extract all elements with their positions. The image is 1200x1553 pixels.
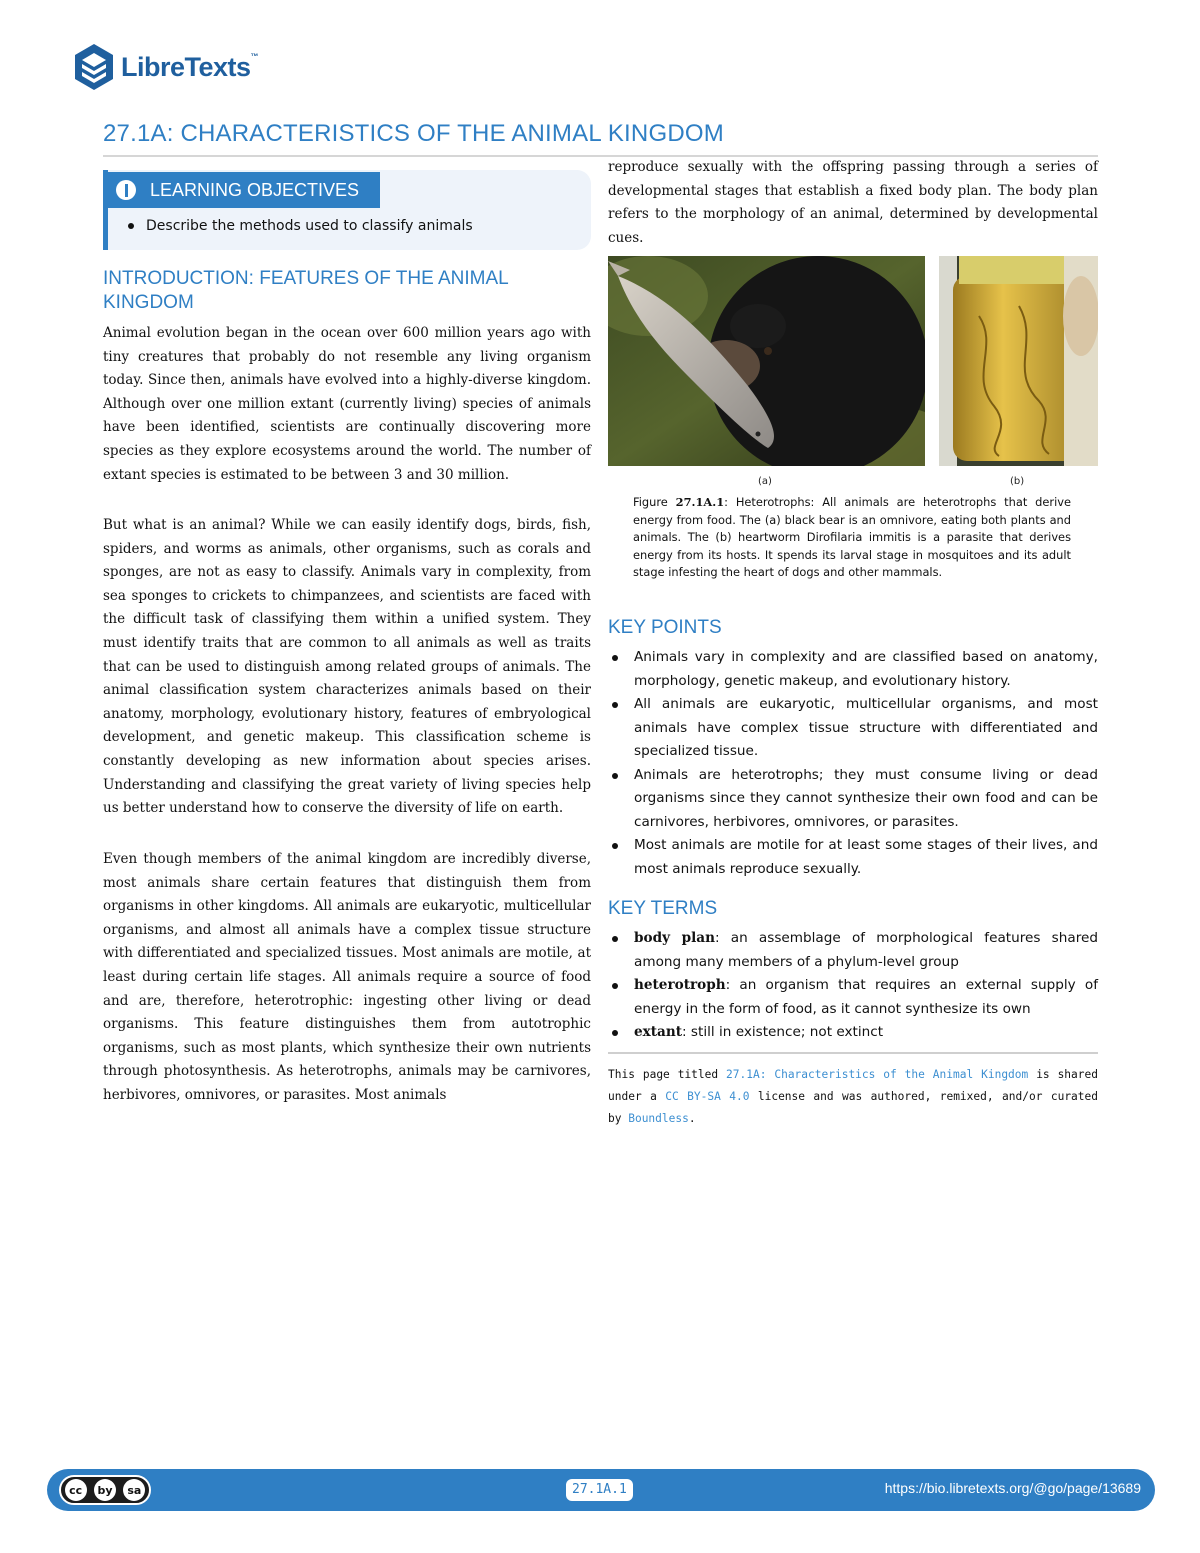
- key-point-item: Most animals are motile for at least some stages of their lives, and most animals reproduce sexually.: [608, 834, 1098, 881]
- learning-objectives-header: [108, 172, 380, 208]
- license-notice: This page titled 27.1A: Characteristics of the Animal Kingdom is shared under a CC BY-SA 4.0 license and was authored, remixed, and/or curated by Boundless.: [608, 1068, 1098, 1125]
- figure-label-a: (a): [758, 476, 772, 487]
- license-divider: [608, 1052, 1098, 1054]
- key-point-item: All animals are eukaryotic, multicellular organisms, and most animals have complex tissue structure with differentiated and specialized tissue.: [608, 693, 1098, 764]
- info-icon: [116, 180, 136, 200]
- attribution-icon: by: [94, 1479, 116, 1501]
- logo-text: LibreTexts™: [121, 51, 259, 82]
- share-alike-icon: sa: [123, 1479, 145, 1501]
- intro-paragraph-1: Animal evolution began in the ocean over 600 million years ago with tiny creatures that probably do not resemble any living organism today. Since then, animals have evolved into a highly-diverse kingdom. Although over one million extant (currently living) species of animals have been identified, scientists are continually discovering more species as they explore ecosystems around the world. The number of extant species is estimated to be between 3 and 30 million.: [103, 325, 591, 483]
- key-term-item: body plan: an assemblage of morphological features shared among many members of a phylum-level group: [608, 927, 1098, 974]
- key-term-item: heterotroph: an organism that requires an external supply of energy in the form of food, as it cannot synthesize its own: [608, 974, 1098, 1021]
- bullet-icon: [612, 702, 618, 708]
- page-title: 27.1A: CHARACTERISTICS OF THE ANIMAL KINGDOM: [103, 120, 724, 147]
- learning-objective-item: Describe the methods used to classify animals: [128, 218, 473, 234]
- bullet-icon: [612, 983, 618, 989]
- bullet-icon: [612, 843, 618, 849]
- key-term-item: extant: still in existence; not extinct: [608, 1021, 1098, 1045]
- intro-heading: INTRODUCTION: FEATURES OF THE ANIMAL KINGDOM: [103, 268, 509, 313]
- key-point-item: Animals vary in complexity and are classified based on anatomy, morphology, genetic makeup, and evolutionary history.: [608, 646, 1098, 693]
- heartworm-jar-image: [939, 256, 1098, 466]
- key-points-heading: KEY POINTS: [608, 617, 722, 638]
- learning-objectives-box: [103, 170, 591, 250]
- learning-objectives-title: LEARNING OBJECTIVES: [150, 179, 360, 200]
- cc-license-badge[interactable]: [59, 1475, 151, 1505]
- key-points-list: [608, 646, 1098, 881]
- author-link[interactable]: Boundless: [628, 1112, 689, 1125]
- key-terms-heading: KEY TERMS: [608, 898, 718, 919]
- page-title-link[interactable]: 27.1A: Characteristics of the Animal Kingdom: [726, 1068, 1029, 1081]
- libretexts-logo[interactable]: [73, 40, 263, 94]
- key-terms-list: [608, 927, 1098, 1045]
- license-link[interactable]: CC BY-SA 4.0: [665, 1090, 750, 1103]
- bullet-icon: [612, 773, 618, 779]
- intro-paragraph-3: Even though members of the animal kingdom are incredibly diverse, most animals share certain features that distinguish them from organisms in other kingdoms. All animals are eukaryotic, multicellular organisms, and almost all animals have a complex tissue structure with differentiated and specialized tissues. Most animals are motile, at least during certain life stages. All animals require a source of food and are, therefore, heterotrophic: ingesting other living or dead organisms. This feature distinguishes them from autotrophic organisms, such as most plants, which synthesize their own nutrients through photosynthesis. As heterotrophs, animals may be carnivores, herbivores, omnivores, or parasites. Most animals: [103, 851, 591, 1103]
- intro-paragraph-3-continued: reproduce sexually with the offspring passing through a series of developmental stages that establish a fixed body plan. The body plan refers to the morphology of an animal, determined by developmental cues.: [608, 159, 1098, 246]
- libretexts-logo-icon: [73, 43, 115, 91]
- footer-bar: [47, 1469, 1155, 1511]
- page-url-link[interactable]: https://bio.libretexts.org/@go/page/13689: [884, 1480, 1141, 1496]
- black-bear-image: [608, 256, 925, 466]
- figure-caption: Figure 27.1A.1: Heterotrophs: All animals are heterotrophs that derive energy from food. The (a) black bear is an omnivore, eating both plants and animals. The (b) heartworm Dirofilaria immitis is a parasite that derives energy from its hosts. It spends its larval stage in mosquitoes and its adult stage infesting the heart of dogs and other mammals.: [633, 495, 1072, 580]
- key-point-item: Animals are heterotrophs; they must consume living or dead organisms since they cannot synthesize their own food and can be carnivores, herbivores, omnivores, or parasites.: [608, 764, 1098, 835]
- figure-label-b: (b): [1010, 476, 1025, 487]
- bullet-icon: [612, 936, 618, 942]
- bullet-icon: [612, 655, 618, 661]
- bullet-icon: [128, 223, 134, 229]
- cc-icon: cc: [65, 1479, 87, 1501]
- page-number: 27.1A.1: [566, 1479, 633, 1501]
- intro-paragraph-2: But what is an animal? While we can easily identify dogs, birds, fish, spiders, and worms as animals, other organisms, such as corals and sponges, are not as easy to classify. Animals vary in complexity, from sea sponges to crickets to chimpanzees, and scientists are faced with the difficult task of classifying them within a unified system. They must identify traits that are common to all animals as well as traits that can be used to distinguish among related groups of animals. The animal classification system characterizes animals based on their anatomy, morphology, evolutionary history, features of embryological development, and genetic makeup. This classification scheme is constantly developing as new information about species arises. Understanding and classifying the great variety of living species help us better understand how to conserve the diversity of life on earth.: [103, 517, 591, 817]
- bullet-icon: [612, 1030, 618, 1036]
